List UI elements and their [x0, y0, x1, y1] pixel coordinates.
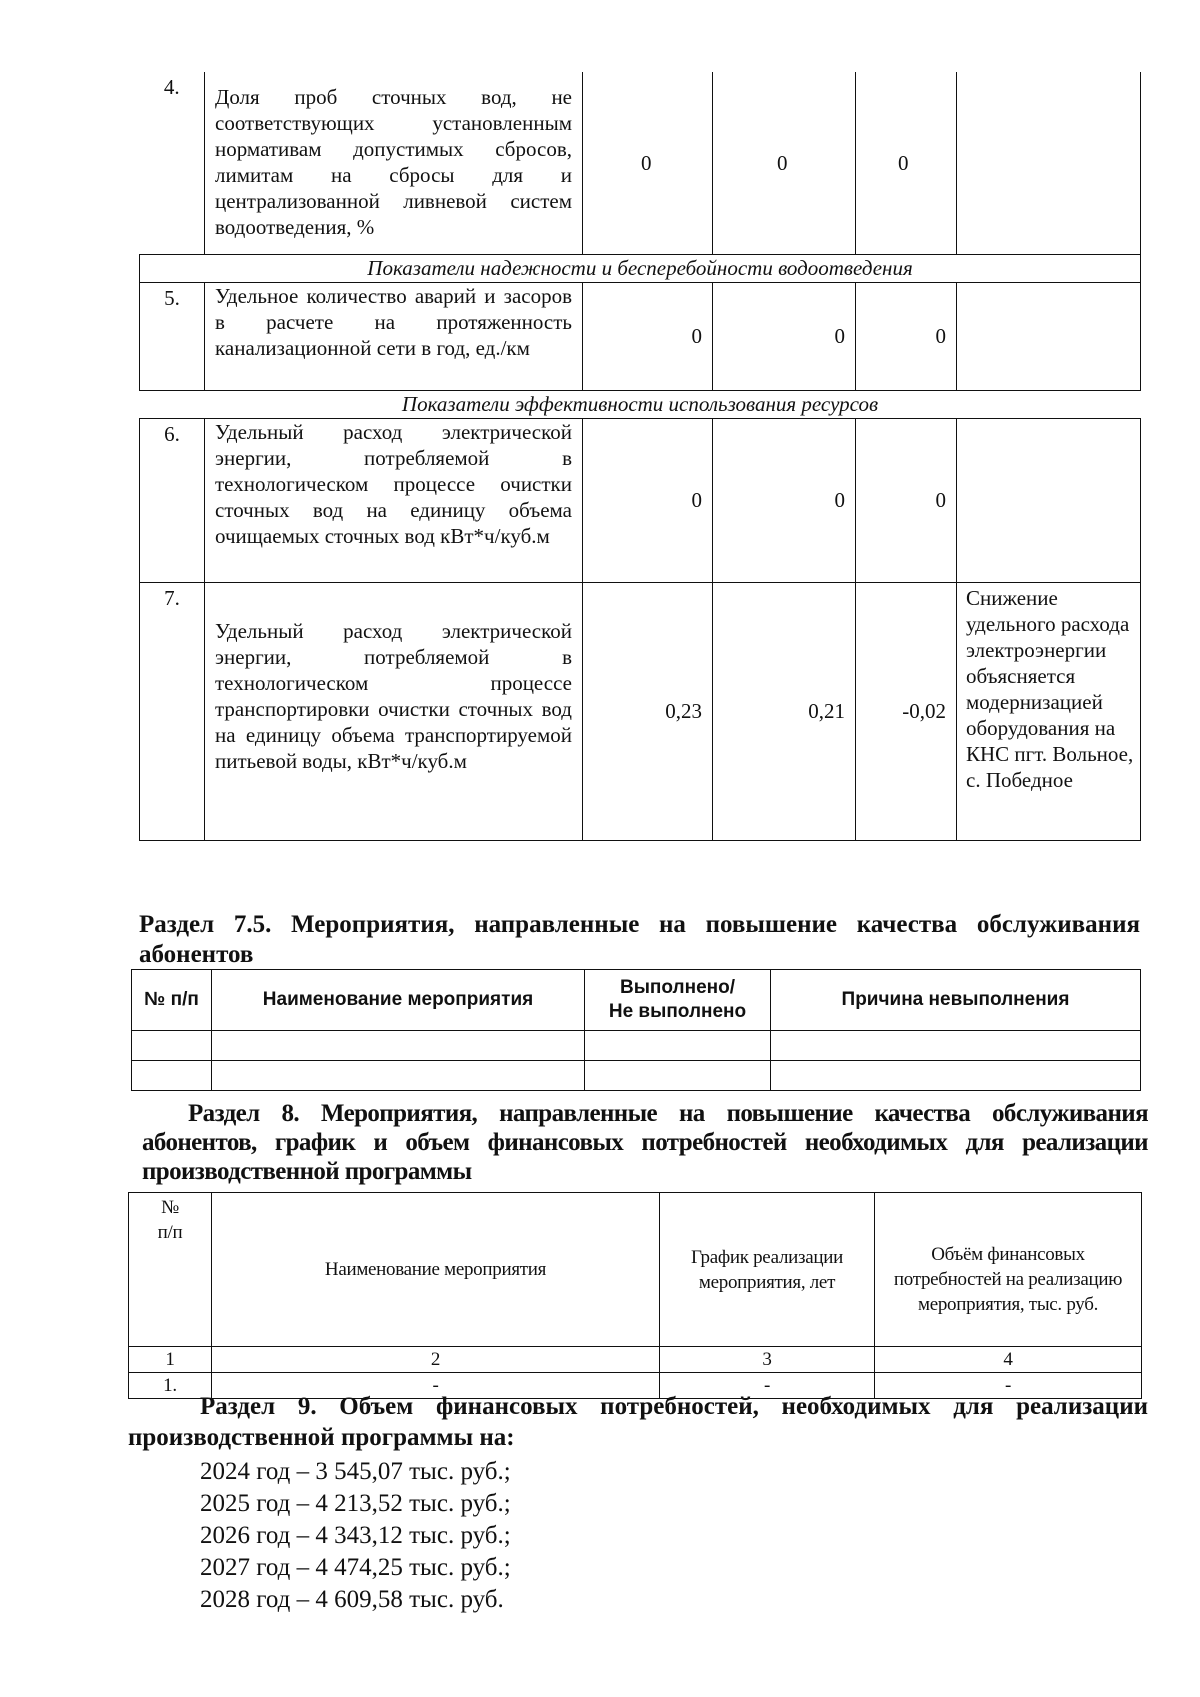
- section-caption-efficiency: Показатели эффективности использования ресурсов: [140, 390, 1141, 418]
- indicator-name: Удельный расход электрической энергии, потребляемой в технологическом процессе транспортировки очистки сточных вод на единицу объема транспортируемой питьевой воды, кВт*ч/куб.м: [205, 582, 583, 840]
- value-cell: 0,23: [583, 582, 713, 840]
- comment-cell: [957, 418, 1141, 582]
- measure-name: -: [212, 1373, 660, 1399]
- col-header-name: Наименование мероприятия: [212, 970, 585, 1031]
- column-numbers-row: [129, 1347, 1142, 1373]
- value-cell: 0: [583, 282, 713, 390]
- section-8-table: [128, 1192, 1142, 1399]
- value-cell: 0: [713, 282, 856, 390]
- value-cell: 0: [583, 418, 713, 582]
- row-number: 7.: [140, 582, 205, 840]
- comment-cell: [957, 282, 1141, 390]
- col-header-num: [129, 1193, 212, 1347]
- col-number: 3: [660, 1347, 875, 1373]
- col-header-num-text: № п/п: [157, 1197, 183, 1243]
- value-cell: 0: [856, 418, 957, 582]
- finance-line-2027: 2027 год – 4 474,25 тыс. руб.;: [200, 1554, 511, 1581]
- table-row: [132, 1061, 1141, 1091]
- value-cell: 0: [713, 72, 856, 254]
- comment-cell: Снижение удельного расхода электроэнергии объясняется модернизацией оборудования на КНС пгт. Вольное, с. Победное: [957, 582, 1141, 840]
- comment-cell: [957, 72, 1141, 254]
- row-number: 1.: [129, 1373, 212, 1399]
- value-cell: 0: [713, 418, 856, 582]
- indicator-name: Удельное количество аварий и засоров в расчете на протяженность канализационной сети в год, ед./км: [205, 282, 583, 390]
- col-header-schedule: График реализации мероприятия, лет: [660, 1193, 875, 1347]
- col-header-volume: Объём финансовых потребностей на реализацию мероприятия, тыс. руб.: [875, 1193, 1142, 1347]
- section-75-title: Раздел 7.5. Мероприятия, направленные на повышение качества обслуживания абонентов: [139, 911, 1140, 968]
- finance-line-2028: 2028 год – 4 609,58 тыс. руб.: [200, 1586, 504, 1613]
- finance-line-2024: 2024 год – 3 545,07 тыс. руб.;: [200, 1458, 511, 1485]
- col-header-name: Наименование мероприятия: [212, 1193, 660, 1347]
- table-row: [140, 418, 1141, 582]
- indicator-name: Удельный расход электрической энергии, потребляемой в технологическом процессе очистки сточных вод на единицу объема очищаемых сточных вод кВт*ч/куб.м: [205, 418, 583, 582]
- section-row: [140, 390, 1141, 418]
- section-row: [140, 254, 1141, 282]
- table-row: [140, 72, 1141, 254]
- section-8-title: Раздел 8. Мероприятия, направленные на повышение качества обслуживания абонентов, график и объем финансовых потребностей необходимых для реализации производственной программы: [142, 1100, 1148, 1185]
- col-header-num: № п/п: [132, 970, 212, 1031]
- indicator-name: Доля проб сточных вод, не соответствующих установленным нормативам допустимых сбросов, лимитам на сбросы для и централизованной ливневой систем водоотведения, %: [205, 72, 583, 254]
- row-number: 4.: [140, 72, 205, 254]
- finance-line-2026: 2026 год – 4 343,12 тыс. руб.;: [200, 1522, 511, 1549]
- value-cell: 0: [856, 282, 957, 390]
- col-header-status-line1: Выполнено/: [619, 977, 736, 998]
- measure-schedule: -: [660, 1373, 875, 1399]
- value-cell: -0,02: [856, 582, 957, 840]
- col-number: 2: [212, 1347, 660, 1373]
- section-75-table: [131, 969, 1141, 1091]
- row-number: 6.: [140, 418, 205, 582]
- section-caption-reliability: Показатели надежности и бесперебойности водоотведения: [140, 254, 1141, 282]
- value-cell: 0: [856, 72, 957, 254]
- col-header-reason: Причина невыполнения: [771, 970, 1141, 1031]
- measure-volume: -: [875, 1373, 1142, 1399]
- section-9-title: Раздел 9. Объем финансовых потребностей, необходимых для реализации производственной программы на:: [128, 1393, 1148, 1451]
- col-number: 1: [129, 1347, 212, 1373]
- table-row: [140, 582, 1141, 840]
- value-cell: 0,21: [713, 582, 856, 840]
- col-number: 4: [875, 1347, 1142, 1373]
- finance-line-2025: 2025 год – 4 213,52 тыс. руб.;: [200, 1490, 511, 1517]
- table-header-row: [132, 970, 1141, 1031]
- value-cell: 0: [583, 72, 713, 254]
- col-header-status-line2: Не выполнено: [608, 1001, 747, 1022]
- row-number: 5.: [140, 282, 205, 390]
- indicators-table: [139, 72, 1141, 841]
- table-row: [140, 282, 1141, 390]
- col-header-status: [585, 970, 771, 1031]
- table-header-row: [129, 1193, 1142, 1347]
- table-row: [132, 1031, 1141, 1061]
